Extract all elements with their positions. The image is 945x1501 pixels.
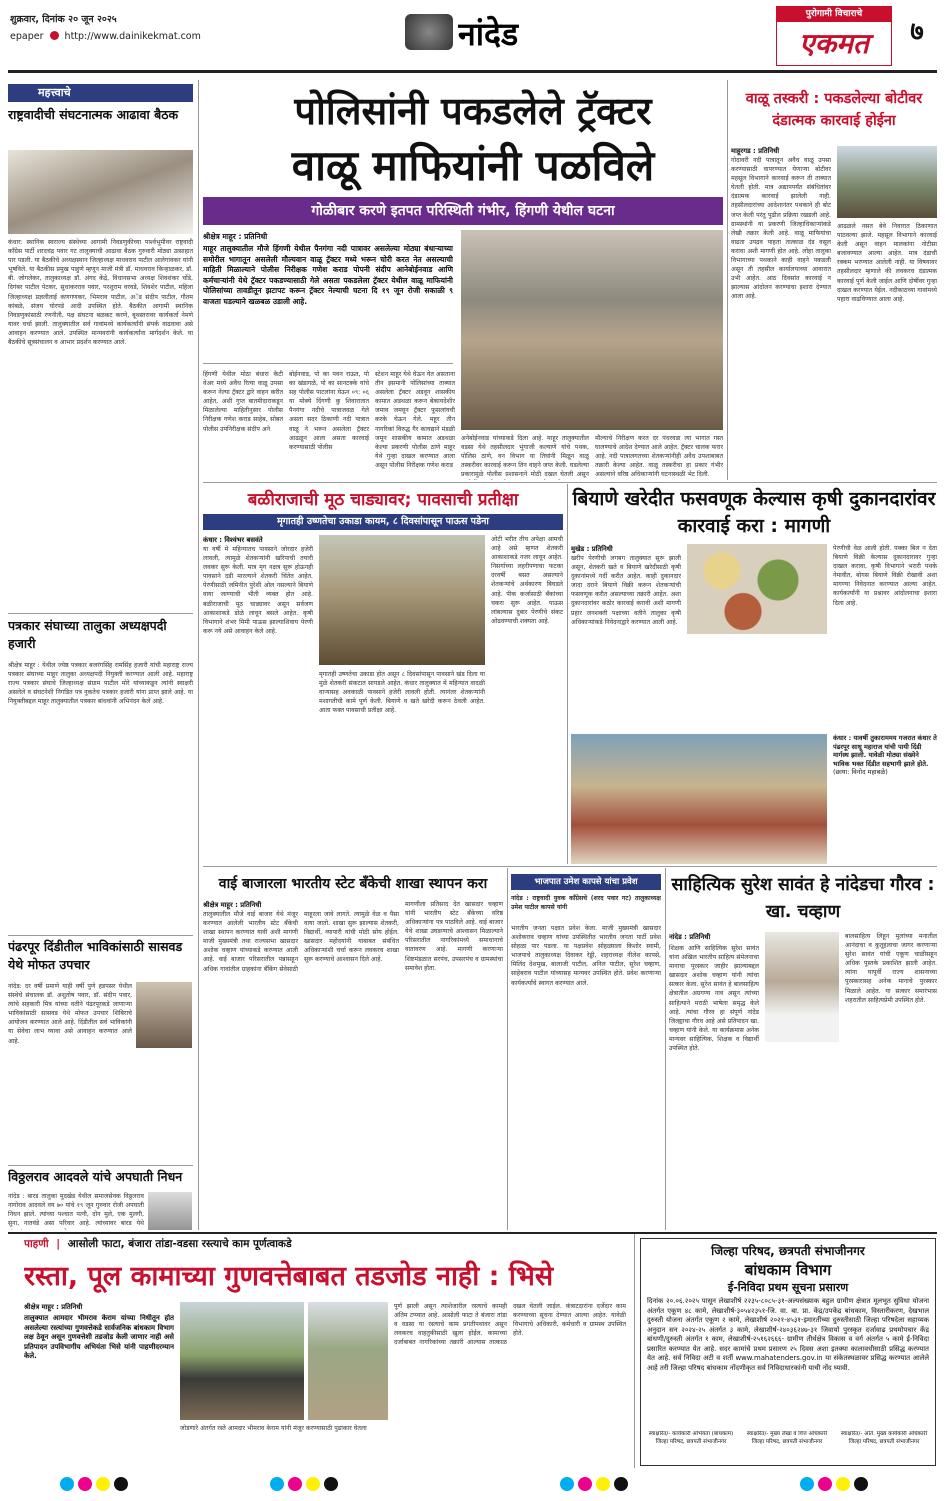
masthead-brand-box [776, 6, 892, 66]
obituary-photo [148, 1192, 192, 1230]
farmer-bullock-photo [319, 535, 485, 665]
truck-photo [837, 146, 937, 218]
seeds-photo [687, 544, 827, 634]
divider [8, 935, 193, 936]
seed-body: खरीप पेरणीची लगबग तालुक्यात सुरू झाली असून, शेतकरी खते व बियाणे खरेदीसाठी कृषी दुकानांमध्ये गर्दी करीत आहेत. काही दुकानदार जादा दराने बियाणे विक्री करून शेतकऱ्यांची फसवणूक करीत असल्याच्या तक्रारी आहेत. अशा दुकानदारांवर कठोर कारवाई करावी अशी मागणी प्रहार जनशक्ती पक्षाच्या वतीने तालुका कृषी अधिकाऱ्यांकडे निवेदनाद्वारे करण्यात आली आहे. [571, 555, 681, 626]
sidebar [8, 80, 193, 1230]
lead-col-2: बोईनवाड, पो का पवन राऊत, पो का खंडागळे, पो का सानटक्के यांचे सह पोलीस पाटलांना घेऊन ०९: ०६ या मोक्ये दिंगणी कु शिवारातात पैनगंगा नदीचे पात्राजवळ गेले असता सदर ठिकाणी नदी पात्रात वाळू ने भरून असलेला ट्रॅक्टर आढळून आला असता कारवाई करण्यासाठी पोलीस [289, 371, 369, 451]
bottom-kicker-separator: | [56, 1238, 61, 1250]
right-body: गोदावरी नदी पात्रातून अवैध वाळू उपसा करण्यासाठी वापरण्यात येणाऱ्या बोटीवर महसूल विभागाने कारवाई करून ती ताब्यात घेतली होती. मात्र अद्यापपर्यंत संबंधितांवर दंडात्मक कारवाई झालेली नाही. तहसीलदारांच्या आदेशानंतर पथकाने ही बोट जप्त केली परंतु पुढील प्रक्रिया रखडली आहे. ग्रामस्थांनी या प्रकरणी जिल्हाधिकाऱ्यांकडे लेखी तक्रार केली आहे. वाळू माफियांचा वाढता उपद्रव पाहता तात्काळ दंड वसूल करावा अशी मागणी होत आहे. लोहा तालुका विभागाच्या पथकाने काही वाहने पकडली असून ती तहसील कार्यालयाच्या आवारात उभी आहेत. आठ दिवसांत कारवाई न झाल्यास आंदोलन करण्याचा इशारा देण्यात आला आहे. [731, 157, 831, 301]
column-rule [507, 868, 508, 1230]
lead-col-1: हिंगणी येथील मोठा बंधारा केटी वेअर मध्ये अवैध रित्या वाळू उपसा करून नेल्या ट्रॅक्टर द्वारे वाहन करीत आहेत, अशी गुप्त बातमीदाराकडून मिळालेल्या माहितीनुसार पोलीस निरीक्षक गणेश कराड साहेब, सोबत पोलीस उपनिरीक्षक संदीप अने [203, 371, 283, 433]
sidebar-article-body: नांदेड: दर वर्षी प्रमाणे याही वर्षी पुणे हडपसर येथील संस्थेचे संचालक डॉ. अशुतोष पवार, डॉ. संदीप पवार, त्यांचे सहकारी मित्र यांच्या वतीने पंढरपूरकडे जाणाऱ्या भाविकांसाठी सासवड येथे मोफत उपचार शिबिराचे आयोजन करण्यात आले आहे. दिंडीतील सर्व भाविकांनी या सेवेचा लाभ घ्यावा असे आवाहन करण्यात आले आहे. [8, 983, 132, 1045]
column-rule [198, 80, 199, 1230]
bjp-dateline: नांदेड : राष्ट्रवादी युवक काँग्रेसचे (शरद पवार गट) तालुकाध्यक्ष उमेश पाटील कापसे यांनी [511, 895, 661, 912]
sbi-body-2: मागणीला प्रतिसाद देत खासदार चव्हाण यांनी भारतीय स्टेट बँकेच्या वरिष्ठ अधिकाऱ्यांना पत्र पाठविले आहे. वाई बाजार येथे शाखा उघडण्याचे आश्वासन मिळाल्याने परिसरातील नागरिकांमध्ये समाधानाचे वातावरण आहे. मागणी करणाऱ्या शिष्टमंडळात सरपंच, उपसरपंच व ग्रामस्थांचा समावेश होता. [405, 901, 503, 972]
seed-headline: बियाणे खरेदीत फसवणूक केल्यास कृषी दुकानदारांवर कारवाई करा : मागणी [572, 488, 936, 537]
horizontal-rule [203, 866, 937, 867]
registration-dot-yellow [306, 1477, 320, 1491]
lead-col-4: अनेबोईनवाड यांच्याकडे दिला आहे. माहूर तालुक्यातील वडसा येथे तहसीलदार भुंगाजी कल्याणे यांचे पथक, पोलिस ठाणे, वन विभाग या तिघांनी मिळून वाळू तस्करीवर कारवाई करून तिन वाहने जप्त केली. घडलेल्या प्रकारामुळे पोलीस प्रशासनाने मोठी दखल घेतली असून [461, 435, 589, 479]
sbi-headline: वाई बाजारला भारतीय स्टेट बँकेची शाखा स्थापन करा [218, 876, 488, 892]
sawant-story [669, 868, 937, 1230]
dindi-caption [833, 734, 937, 864]
sidebar-article-body: नांदेड : बारड तालुका मुदखेड येथील समाजसेवक विठ्ठलराव नागोराव आदवले वय ७० यांचे १९ जून गुरुवार रोजी अपघाती निधन झाले. त्यांच्या पश्चात पत्नी, दोन मुले, एक मुलगी, सुना, नातवंडे असा परिवार आहे. त्यांच्यावर बारड येथे [8, 1193, 144, 1228]
masthead-brand: एकमत [799, 27, 869, 60]
registration-dot-black [614, 1477, 628, 1491]
road-photo-1 [180, 1302, 304, 1420]
right-headline: वाळू तस्करी : पकडलेल्या बोटीवर दंडात्मक कारवाई होईना [745, 91, 923, 129]
lead-story [203, 80, 723, 480]
farm-headline: बळीराजाची मूठ चाड्यावर; पावसाची प्रतीक्षा [247, 490, 519, 510]
sidebar-headline: विठ्ठलराव आदवले यांचे अपघाती निधन [8, 1169, 183, 1184]
sidebar-headline: पंढरपूर दिंडीतील भाविकांसाठी सासवड येथे मोफत उपचार [8, 939, 183, 972]
masthead-website[interactable] [10, 31, 270, 45]
registration-dot-black [114, 1477, 128, 1491]
registration-dot-magenta [78, 1477, 92, 1491]
horizontal-rule [203, 482, 937, 483]
farm-body-3: ओटी भरीत तीच अपेक्षा आमची आहे असे म्हणत शेतकरी आकाशाकडे नजर लावून आहेत. निसर्गाच्या लहरीपणाचा फटका दरवर्षी बसत असल्याने शेतकऱ्यांचे अर्थकारण बिघडले आहे. पीक कर्जासाठी बँकांच्या चकरा सुरू आहेत. पाऊस लांबल्यास दुबार पेरणीचे संकट ओढवण्याची शक्यता आहे. [491, 536, 563, 625]
lead-col-3: स्टेशन माहूर येथे घेऊन येत असताना तीन इसमानी पोलिसांच्या ताब्यात असलेला ट्रॅक्टर अडवून शासकीय कामात अडथळा करून बेकायदेशीर जमाव जमवून ट्रॅक्टर फूसलांयची करके घेऊन गेले. महूर तीन नागरिकां विरुद्ध गैर कायद्याने मंडळी जमून शासकीय कामात अडथळा केल्या प्रकरणी पोलीस ठाणे माहूर येथे गुन्हा दाखल करण्यात आला असून पोलीस निरीक्षक गणेश कराड [375, 371, 455, 469]
registration-dot-black [854, 1477, 868, 1491]
sbi-dateline: श्रीक्षेत्र माहूर : प्रतिनिधी [203, 901, 262, 909]
tender-signature: स्वाक्षरित/- मुख्य लेखा व वित्त अधिकारी जिल्हा परिषद, छत्रपती संभाजीनगर [746, 1431, 828, 1445]
sbi-story [203, 868, 503, 1230]
lead-intro: माहूर तालुक्यातील मौजे हिंगणी येथील पैनगंगा नदी पात्रावर असलेल्या मोठ्या बंधाऱ्याच्या समोरील भागातून असलेली मौल्यवान वाळू ट्रॅक्टर मध्ये भरून चोरी करत नेत असल्याची माहिती मिळाल्याने पोलीस निरीक्षक गणेश कराड पोपनी संदीप आनेबोईनवाड आणि कर्मचाऱ्यांनी येथे ट्रॅक्टर पकडण्यासाठी गेले असता पकडलेला ट्रॅक्टर येथील वाळू माफियांनी पोलिसांच्या तावडीतून झटापट करून ट्रॅक्टर नेल्याची घटना दि १९ जून रोजी सकाळी ९ वाजता घडल्याने खळबळ उडाली आहे. [203, 244, 453, 306]
lead-headline-2: वाळू माफियांनी पळविले [291, 141, 655, 190]
right-story [731, 80, 937, 480]
masthead [0, 0, 945, 80]
bottom-body: पूर्ण झाली असून त्याशेजारील रस्त्याचे कामही अंतिम टप्प्यात आहे. आसोली फाटा ते बंजारा तांडा व वडसा या रस्त्याचे काम प्रगतीपथावर असून लवकरच वाहतुकीसाठी खुला होईल. कामाच्या दर्जाबाबत नागरिकांच्या तक्रारी आल्यास तात्काळ दखल घेतली जाईल. कंत्राटदारांना दर्जेदार काम करण्याच्या सूचना देण्यात आल्या आहेत. यावेळी विभागाचे अधिकारी, कर्मचारी व ग्रामस्थ उपस्थित होते. [394, 1303, 626, 1347]
registration-dot-cyan [560, 1477, 574, 1491]
registration-dot-magenta [818, 1477, 832, 1491]
right-body-2: आढळले नसत बेवे निवारात ठिकाणात पाठवल्या झाले. महसूल विभागाने कारवाई केली असून वाहन मालकांना नोटीसा बजावण्यात आल्या आहेत. मात्र दंडाची रक्कम भरण्यात आलेली नाही. या विषयावर तहसीलदार म्हणाले की लवकरच दंडात्मक कारवाई पूर्ण केली जाईल आणि दोषींवर गुन्हा दाखल करण्यात येईल. नदीकाठच्या गावांमध्ये पहारा वाढविण्यात आला आहे. [837, 223, 937, 303]
lead-col-5: मौल्याचे निरीक्षण करत दर पंधरवडा त्या भागात गस्त घालण्याचे आदेश देण्यात आले आहेत. ट्रॅक्टर चालक फरार आहे. नदी पात्रालगतच्या शेतकऱ्यांनीही अवैध उपशाबाबत तक्रारी केल्या आहेत. वाळू तस्करीचा हा प्रकार गंभीर असल्याने वरिष्ठ अधिकाऱ्यांनी घटनास्थळी भेट दिली. [595, 435, 723, 479]
farm-story [203, 484, 563, 864]
tender-notice [640, 1238, 936, 1466]
farm-body: या वर्षी मे महिन्यातच पावसाने जोरदार हजेरी लावली, त्यामुळे शेतकऱ्यांनी खरिपाची तयारी लवकर सुरू केली. मात्र मृग नक्षत्र सुरू होऊनही पावसाने दडी मारल्याने शेतकरी चिंतेत आहेत. पेरणीसाठी जमिनीत पुरेशी ओल नसल्याने बियाणे वाया जाण्याची भीती व्यक्त होत आहे. बळीराजाची मूठ चाड्यावर असून सर्वजण आकाशाकडे डोळे लावून बसले आहेत. कृषी विभागाने शंभर मिमी पाऊस झाल्याशिवाय पेरणी करू नये असे आवाहन केले आहे. [203, 546, 313, 635]
registration-dot-yellow [96, 1477, 110, 1491]
masthead-epaper: epaper [10, 31, 44, 42]
divider [203, 363, 453, 364]
sidebar-tag-label: महत्त्वाचे [38, 86, 71, 99]
meeting-photo [8, 150, 193, 234]
column-rule [727, 80, 728, 480]
masthead-url[interactable]: http://www.dainikekmat.com [64, 31, 201, 42]
bottom-caption: जोडणारे अंतर्गत रस्ते आमदार भीमराव केराम यांनी मंजूर करण्यासाठी पुढाकार घेतला [180, 1425, 367, 1432]
lead-headline-1: पोलिसांनी पकडलेले ट्रॅक्टर [294, 89, 652, 133]
divider [8, 1165, 193, 1166]
column-rule [634, 1234, 635, 1468]
lead-dateline: श्रीक्षेत्र माहूर : प्रतिनिधी [203, 232, 268, 241]
bottom-intro: तालुक्यात आमदार भीमराव केराम यांच्या निधीतून होत असलेल्या रस्त्यांच्या गुणवत्तेकडे सार्वजनिक बांधकाम विभाग लक्ष ठेवून असून गुणवत्तेशी तडजोड केली जाणार नाही असे प्रतिपादन उपविभागीय अभियंता भिसे यांनी पाहणीदरम्यान केले. [24, 1314, 174, 1360]
sbi-body: तालुक्यातील मौजे वाई बाजार येथे मंजूर करण्यात आलेली भारतीय स्टेट बँकेची शाखा स्थापन करण्यात यावी अशी मागणी माजी मुख्यमंत्री तथा राज्यसभा खासदार अशोक चव्हाण यांच्याकडे करण्यात आली आहे. वाई बाजार परिसरातील पन्नासहून अधिक गावांतील ग्राहकांना बँकिंग सेवेसाठी माहूरला जावे लागते. त्यामुळे वेळ व पैसा वाया जातो. शाखा सुरू झाल्यास शेतकरी, विद्यार्थी, व्यापारी यांची मोठी सोय होईल. खासदार महोदयांनी याबाबत संबंधित अधिकाऱ्यांशी चर्चा करून लवकरच शाखा सुरू करण्याचे आश्वासन दिले आहे. [203, 911, 399, 973]
sidebar-headline: पत्रकार संघाच्या तालुका अध्यक्षपदी हजारी [8, 618, 167, 651]
seed-body-2: पेरणीची वेळ आली होती. पक्का बिल न देता बियाणे विक्री केल्यास दुकानदारावर गुन्हा दाखल करावा, कृषी विभागाने भरारी पथके नेमावीत, बोगस बियाणे विक्री रोखावी अशा मागण्या निवेदनात करण्यात आल्या आहेत. कार्यकर्त्यांनी या प्रश्नावर आंदोलनाचा इशारा दिला आहे. [833, 545, 937, 607]
tender-body: दिनांक २०.०६.२०२५ पासून लेखाशीर्ष २२३५-८०८५-३१-अल्पसंख्याक बहुल ग्रामीण क्षेत्रात मूलभूत सुविधा योजना अंतर्गत एकूण ४८ कामे, लेखाशीर्ष-३०५४२३५१-जि. वा. बा. प्रा. केंद्र/उपकेंद्र बांधकाम, विस्तारीकरण, देखभाल दुरुस्ती योजना अंतर्गत एकूण २ कामे, लेखाशीर्ष २०२१-४५३१-इमारतींच्या दुरुस्तीसाठी जिल्हा परिषदेला सहाय्यक अनुदान सन २०२४-२५ अंतर्गत ३ कामे, लेखाशीर्ष-२४०३६२४७-३१ जिवायो पुरस्कृत दर्जावाढ प्रथमोपचार केंद्र बांधणी/दुरुस्ती अंतर्गत १ काम, लेखाशीर्ष-२५१६२६६६- ग्रामीण तीर्थक्षेत्र विकास व वर्ग अंतर्गत ५ कामे ई-निविदा प्रसारित करण्यात येत आहे. सदर कामांचे प्रथम प्रसारण २५ दिवस अशा इतक्या कालावधीसाठी प्रसिद्ध करण्यात येत आहे. सर्व निविदा अटी व शर्ती www.mahatenders.gov.in या संकेतस्थळावर प्रसिद्ध करण्यात आलेले आहे तरी जिल्हा परिषद बांधकाम नोंदणीकृत सर्व निविदाधारकांनी याची नोंद घ्यावी. [647, 1297, 929, 1372]
bottom-kicker-tag: पाहणी [24, 1238, 49, 1250]
masthead-city: नांदेड [458, 15, 519, 52]
sawant-dateline: नांदेड : प्रतिनिधी [669, 933, 711, 941]
masthead-emblem [405, 14, 453, 50]
lead-subhead: गोळीबार करणे इतपत परिस्थिती गंभीर, हिंगणी येथील घटना [203, 197, 723, 225]
bjp-body: भारतीय जनता पक्षात प्रवेश केला. माजी मुख्यमंत्री खासदार अशोकराव चव्हाण यांच्या उपस्थितीत भारतीय जनता पार्टी प्रवेश सोहळा पार पडला. या पक्षप्रवेश सोहळ्याला किशोर स्वामी, भाजपाचे तालुकाध्यक्ष दिवाकर रेड्डी, शहराध्यक्ष नीलेश कापसे, मिलिंद देशमुख, बालाजी पाटील, अनिल पाटील, सुरेश चव्हाण, साहेबराव पाटील यांच्यासह मान्यवर उपस्थित होते. प्रवेश करणाऱ्या कार्यकर्त्यांचे स्वागत करण्यात आले. [511, 925, 661, 987]
registration-dot-black [324, 1477, 338, 1491]
doctor-photo [136, 982, 192, 1048]
sawant-portrait [765, 932, 839, 1042]
bjp-story [511, 868, 661, 1230]
dindi-caption-text: कंधार : यावर्षी तुकाराममय गजरात कंधार ते पंढरपूर साधू महाराज यांची पायी दिंडी मार्गस्थ झाली. यावेळी मोठ्या संख्येने भाविक भक्त दिंडीत सहभागी झाले होते. [833, 734, 937, 768]
registration-dot-cyan [270, 1477, 284, 1491]
dindi-photo-credit: (छाया: विनोद महाबळे) [833, 768, 888, 776]
bottom-dateline: श्रीक्षेत्र माहूर : प्रतिनिधी [24, 1303, 83, 1311]
road-photo-2 [308, 1302, 388, 1420]
tender-title-2: बांधकाम विभाग [744, 1261, 832, 1278]
registration-dot-cyan [60, 1477, 74, 1491]
registration-dot-yellow [596, 1477, 610, 1491]
color-registration-bar [0, 1474, 945, 1494]
right-dateline: माहूरगड : प्रतिनिधी [731, 147, 780, 155]
registration-dot-magenta [578, 1477, 592, 1491]
police-photo [461, 230, 723, 430]
sawant-body-2: बालसाहित्य लिहून मुलांच्या मनातील आनंदाचा व कुतूहलाचा जागर करणाऱ्या सुरेश सावंत यांची एकूण चाळीसहून अधिक पुस्तके प्रकाशित झाली आहेत. त्यांना यापूर्वी राज्य शासनाच्या पुरस्कारासह अनेक मानाचे पुरस्कार मिळाले आहेत. या सत्कार समारंभास शहरातील साहित्यप्रेमी उपस्थित होते. [845, 933, 937, 1004]
dindi-photo [571, 734, 827, 864]
registration-dot-cyan [800, 1477, 814, 1491]
sawant-headline: साहित्यिक सुरेश सावंत हे नांदेडचा गौरव : खा. चव्हाण [671, 875, 935, 922]
registration-dot-magenta [288, 1477, 302, 1491]
tender-signature: स्वाक्षरित/- अति. मुख्य कार्यकारी अधिकारी जिल्हा परिषद, छत्रपती संभाजीनगर [840, 1431, 928, 1445]
sidebar-headline: राष्ट्रवादीची संघटनात्मक आढावा बैठक [8, 107, 179, 122]
sidebar-article-body: कंधार: स्थानिक स्वराज्य संस्थेच्या आगामी निवडणुकीच्या पार्श्वभूमीवर राष्ट्रवादी काँग्रेस पार्टी शरदचंद्र पवार गट तालुक्याची आढावा बैठक गुरुवारी मोठ्या उत्साहात पार पडली. या बैठकीचे अध्यक्षस्थान जिल्हाध्यक्ष माधवराव पाटील आलेगावकर यांनी भूषविले. या बैठकीस प्रमुख पाहुणे म्हणून माजी मंत्री डॉ. माधवराव किन्हाळकर, डॉ. बी. जोगलेकर, तालुकाध्यक्ष डॉ. अंगद केंद्रे, विधानसभा अध्यक्ष शिवशंकर चोंडे, दिगंबर पाटील पेटकर, सुधाकरराव पवार, परशुराम वरवडे, शिवशेर पाटील, महिला जिल्हाध्यक्ष प्रज्ञलीताई कणगणकर, भिमराव पाटील, अॅड संदीप पाटील, गौतम कांबळे, संजय घोरपडे आदी उपस्थित होते. बैठकीत आगामी स्थानिक निवडणुकांसाठी रणनीती, पक्ष संघटना बळकट करणे, बूथस्तरावर कार्यकर्ता नेमणे यावर चर्चा झाली. तालुक्यातील सर्व गावांमध्ये कार्यकर्त्यांनी संपर्क वाढवावा असे आवाहन करण्यात आले. उपस्थित मान्यवरांनी कार्यकर्त्यांना मार्गदर्शन केले. या बैठकीचे सूत्रसंचालन व आभार प्रदर्शन करण्यात आले. [8, 239, 193, 347]
seed-story [571, 484, 937, 864]
bottom-story [8, 1234, 628, 1468]
farm-subhead: मृगातही उष्णतेचा उकाडा कायम, ८ दिवसांपासून पाऊस पडेना [203, 514, 563, 530]
bottom-kicker [24, 1236, 624, 1252]
tender-signature: स्वाक्षरित/- कार्यकारी अभियंता (बांधकाम) जिल्हा परिषद, छत्रपती संभाजीनगर [648, 1431, 734, 1445]
bottom-kicker-detail: आसोली फाटा, बंजारा तांडा-वडसा रस्त्याचे काम पूर्णत्वाकडे [67, 1238, 292, 1250]
sidebar-tag [8, 84, 193, 102]
masthead-date: शुक्रवार, दिनांक २० जून २०२५ [10, 14, 117, 25]
farm-body-2: मृगातही उष्णतेचा उकाडा होत असून ८ दिवसांपासून पावसाने खंड दिला या मुळे शेतकरी संकटात सापडले आहेत. कंधार तालुक्यात मे महिन्यात वादळी वाऱ्यासह अवकाळी पावसाने हजेरी लावली होती. त्यानंतर शेतकऱ्यांनी मशागतीची कामे पूर्ण केली. बियाणे व खते खरेदी करून ठेवली आहेत. आता फक्त पावसाची प्रतीक्षा आहे. [319, 671, 485, 715]
farm-dateline: कंधार : विश्वंभर बसवंते [203, 536, 263, 544]
sawant-body: शिक्षक आणि साहित्यिक सुरेश सावंत यांना अखिल भारतीय साहित्य संमेलनाचा मानाचा पुरस्कार जाहीर झाल्याबद्दल खासदार अशोक चव्हाण यांनी त्यांचा सत्कार केला. सुरेश सावंत हे बालसाहित्य क्षेत्रातील अग्रगण्य नाव असून त्यांच्या साहित्याने मराठी भाषेला समृद्ध केले आहे. त्यांचा गौरव हा संपूर्ण नांदेड जिल्ह्याचा गौरव आहे असे प्रतिपादन खा. चव्हाण यांनी केले. या कार्यक्रमास अनेक मान्यवर साहित्यिक, शिक्षक व विद्यार्थी उपस्थित होते. [669, 945, 759, 1053]
divider [8, 613, 193, 614]
bottom-headline: रस्ता, पूल कामाच्या गुणवत्तेबाबत तडजोड नाही : भिसे [24, 1261, 554, 1292]
masthead-rule [8, 70, 937, 73]
masthead-brand-tag: पुरोगामी विचाराचे [777, 7, 891, 22]
tender-title-3: ई-निविदा प्रथम सूचना प्रसारण [727, 1281, 849, 1294]
tender-title-1: जिल्हा परिषद, छत्रपती संभाजीनगर [711, 1244, 865, 1258]
page-number: ७ [910, 17, 924, 46]
registration-dot-yellow [836, 1477, 850, 1491]
column-rule [567, 484, 568, 864]
bjp-tag: भाजपात उमेश कापसे यांचा प्रवेश [511, 874, 661, 890]
column-rule [665, 868, 666, 1230]
link-icon [50, 31, 59, 40]
sidebar-article-body: श्रीक्षेत्र माहूर : येथील ज्येष्ठ पत्रकार बजरंगसिंह रामसिंह हजारी यांची महाराष्ट्र राज्य पत्रकार संघाच्या माहूर तालुका अध्यक्षपदी नियुक्ती करण्यात आली आहे. महाराष्ट्र राज्य पत्रकार संघाचे जिल्हाध्यक्ष संग्राम पाटील मोरे यांच्याकडून त्यांनी स्वाक्षरी असलेले व संघटनेशी निगडित पत्र नुकतेच पत्रकार हजारी यांना प्राप्त झाले आहे. या नियुक्तीबद्दल माहूर तालुक्यातील पत्रकार बांधवांनी अभिनंदन केले आहे. [8, 662, 193, 706]
seed-dateline: मुखेड : प्रतिनिधी [571, 545, 613, 553]
